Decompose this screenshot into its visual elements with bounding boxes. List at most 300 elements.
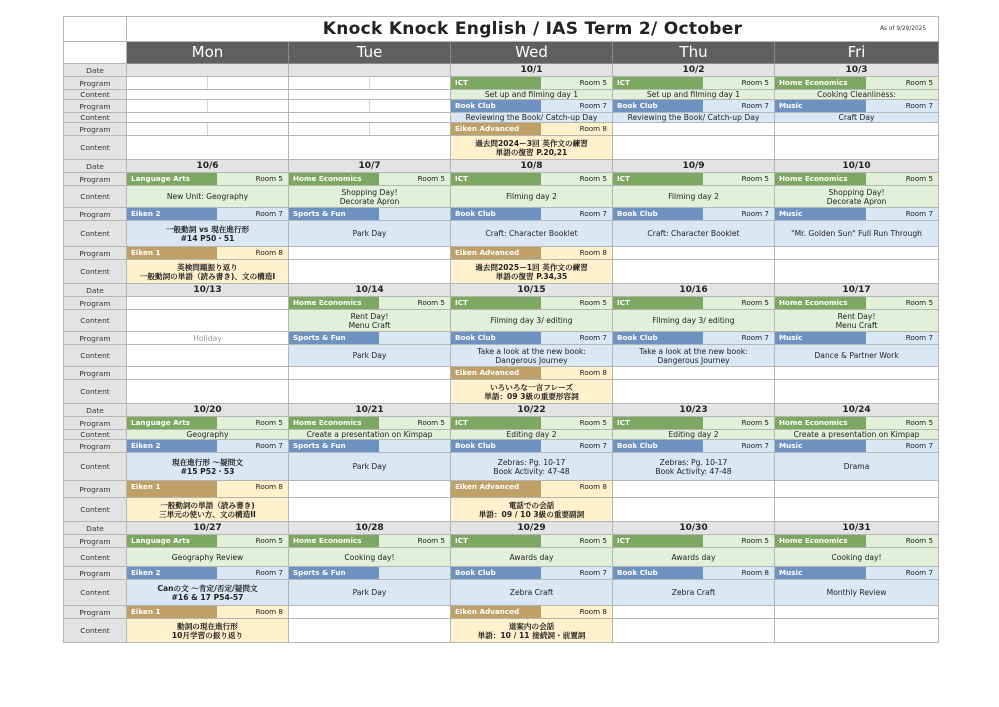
program-name: Music xyxy=(775,208,866,220)
program-cell xyxy=(775,123,939,136)
room-label: Room 7 xyxy=(905,333,934,342)
split-left xyxy=(127,123,208,135)
content-text: Cooking Cleanliness: xyxy=(817,90,896,99)
content-row xyxy=(64,430,939,440)
content-text: Editing day 2 xyxy=(506,430,557,439)
date-cell: 10/27 xyxy=(127,522,289,535)
program-name: Home Economics xyxy=(775,77,866,89)
program-row xyxy=(64,440,939,453)
program-name: Eiken Advanced xyxy=(451,247,541,259)
program-row xyxy=(64,567,939,580)
room-label: Room 7 xyxy=(741,209,769,218)
program-tag xyxy=(451,440,612,452)
content-text: Create a presentation on Kimpap xyxy=(793,430,920,439)
row-label-content: Content xyxy=(64,136,127,160)
program-tag xyxy=(451,417,612,429)
program-tag xyxy=(775,440,938,452)
program-cell xyxy=(127,77,289,90)
content-cell xyxy=(289,453,451,481)
content-text: Craft: Character Booklet xyxy=(485,229,578,238)
content-line: 過去問2025ー1回 英作文の練習 xyxy=(475,262,588,272)
row-label-program: Program xyxy=(64,100,127,113)
content-cell xyxy=(451,498,613,522)
content-line: Decorate Apron xyxy=(826,196,887,206)
content-text: "Mr. Golden Sun" Full Run Through xyxy=(791,229,922,238)
title-bar xyxy=(127,17,939,42)
program-cell xyxy=(613,417,775,430)
program-tag xyxy=(127,606,288,618)
content-text: Cooking day! xyxy=(831,552,882,562)
content-cell xyxy=(775,380,939,404)
content-text: Editing day 2 xyxy=(668,430,719,439)
content-line: Shopping Day! xyxy=(828,187,885,197)
content-cell xyxy=(289,136,451,160)
program-name: Home Economics xyxy=(775,297,866,309)
program-cell xyxy=(613,208,775,221)
content-row xyxy=(64,260,939,284)
program-tag xyxy=(289,173,450,185)
content-cell xyxy=(289,619,451,643)
program-name: Home Economics xyxy=(289,297,379,309)
split-right xyxy=(208,123,288,135)
content-cell xyxy=(613,221,775,247)
content-text: Filming day 2 xyxy=(668,192,719,201)
program-tag xyxy=(289,332,450,344)
row-label-content: Content xyxy=(64,113,127,123)
program-name: Home Economics xyxy=(289,417,379,429)
content-line: Canの文 ～肯定/否定/疑問文 xyxy=(157,583,258,593)
content-cell xyxy=(613,580,775,606)
content-text: Park Day xyxy=(352,588,387,597)
row-label-date: Date xyxy=(64,522,127,535)
content-text: Filming day 3/ editing xyxy=(652,316,735,325)
program-tag xyxy=(613,173,774,185)
row-label-program: Program xyxy=(64,440,127,453)
row-label-date: Date xyxy=(64,284,127,297)
content-line: #14 P50・51 xyxy=(180,233,235,243)
content-text: Awards day xyxy=(509,552,554,562)
room-label: Room 7 xyxy=(741,441,769,450)
program-cell xyxy=(127,297,289,310)
row-label-content: Content xyxy=(64,619,127,643)
program-cell xyxy=(451,247,613,260)
room-label: Room 5 xyxy=(741,174,769,183)
program-tag xyxy=(127,481,288,497)
content-cell xyxy=(451,260,613,284)
date-cell xyxy=(127,64,289,77)
program-cell xyxy=(451,567,613,580)
program-tag xyxy=(613,100,774,112)
content-cell xyxy=(289,345,451,367)
room-label: Room 7 xyxy=(905,568,934,577)
program-row xyxy=(64,367,939,380)
program-name: Music xyxy=(775,100,866,112)
content-line: 単語の復習 P.20,21 xyxy=(495,147,568,157)
empty-split xyxy=(289,77,450,89)
program-cell xyxy=(289,535,451,548)
program-tag xyxy=(451,535,612,547)
schedule-table xyxy=(63,16,939,643)
program-tag xyxy=(451,332,612,344)
program-name: ICT xyxy=(451,77,541,89)
program-cell xyxy=(127,208,289,221)
content-cell xyxy=(775,113,939,123)
content-cell xyxy=(127,430,289,440)
content-line: 一般動詞の単語（読み書き)、文の構造I xyxy=(139,271,276,281)
date-cell: 10/15 xyxy=(451,284,613,297)
row-label-date: Date xyxy=(64,64,127,77)
content-cell xyxy=(451,90,613,100)
room-label: Room 5 xyxy=(905,78,934,87)
program-tag xyxy=(613,297,774,309)
program-name: Eiken 2 xyxy=(127,567,217,579)
room-label: Room 5 xyxy=(417,174,445,183)
program-cell xyxy=(289,100,451,113)
row-label-program: Program xyxy=(64,77,127,90)
content-text: Set up and filming day 1 xyxy=(646,90,741,99)
program-cell xyxy=(451,332,613,345)
split-left xyxy=(289,123,370,135)
program-cell xyxy=(289,417,451,430)
date-cell: 10/6 xyxy=(127,160,289,173)
content-cell xyxy=(613,498,775,522)
content-text: Geography xyxy=(186,430,229,439)
room-label: Room 5 xyxy=(579,298,607,307)
split-right xyxy=(370,77,450,89)
room-label: Room 7 xyxy=(741,101,769,110)
program-tag xyxy=(451,606,612,618)
content-line: Menu Craft xyxy=(348,320,391,330)
program-name: Language Arts xyxy=(127,173,217,185)
content-text: Zebra Craft xyxy=(671,588,716,597)
room-label xyxy=(379,440,450,452)
room-label: Room 5 xyxy=(741,78,769,87)
content-text: Set up and filming day 1 xyxy=(484,90,579,99)
program-cell xyxy=(289,173,451,186)
room-label: Room 8 xyxy=(579,248,607,257)
program-tag xyxy=(613,417,774,429)
schedule-sheet xyxy=(63,16,938,643)
content-line: Book Activity: 47-48 xyxy=(655,466,732,476)
program-row xyxy=(64,173,939,186)
content-line: Book Activity: 47-48 xyxy=(493,466,570,476)
content-cell xyxy=(613,136,775,160)
program-cell xyxy=(289,297,451,310)
content-line: 単語：10 / 11 接続詞・前置詞 xyxy=(477,630,586,640)
content-cell xyxy=(775,548,939,567)
date-cell: 10/1 xyxy=(451,64,613,77)
room-label: Room 7 xyxy=(579,101,607,110)
row-label-program: Program xyxy=(64,173,127,186)
program-cell xyxy=(289,567,451,580)
program-name: Home Economics xyxy=(289,535,379,547)
program-tag xyxy=(289,417,450,429)
program-tag xyxy=(451,481,612,497)
program-name: Eiken Advanced xyxy=(451,367,541,379)
room-label xyxy=(379,332,450,344)
content-cell xyxy=(127,345,289,367)
program-row xyxy=(64,208,939,221)
program-cell xyxy=(613,100,775,113)
room-label: Room 5 xyxy=(741,298,769,307)
program-tag xyxy=(613,77,774,89)
program-name: ICT xyxy=(613,173,703,185)
program-cell xyxy=(127,123,289,136)
program-tag xyxy=(127,535,288,547)
room-label: Room 7 xyxy=(255,441,283,450)
program-tag xyxy=(451,297,612,309)
program-name: ICT xyxy=(613,297,703,309)
content-cell xyxy=(613,548,775,567)
program-tag xyxy=(613,535,774,547)
row-label-program: Program xyxy=(64,332,127,345)
room-label: Room 5 xyxy=(905,536,934,545)
content-cell xyxy=(289,113,451,123)
program-cell xyxy=(289,208,451,221)
program-cell xyxy=(775,567,939,580)
content-cell xyxy=(613,619,775,643)
row-label-content: Content xyxy=(64,548,127,567)
program-name: Book Club xyxy=(613,332,703,344)
row-label-content: Content xyxy=(64,186,127,208)
program-cell xyxy=(451,417,613,430)
content-text: Monthly Review xyxy=(826,588,887,597)
program-tag xyxy=(451,123,612,135)
program-cell xyxy=(451,481,613,498)
program-name: ICT xyxy=(613,535,703,547)
content-text: Awards day xyxy=(671,552,716,562)
content-cell xyxy=(451,619,613,643)
date-cell: 10/31 xyxy=(775,522,939,535)
program-cell xyxy=(451,440,613,453)
content-text: Craft Day xyxy=(838,113,875,122)
content-cell xyxy=(775,498,939,522)
program-name: Language Arts xyxy=(127,535,217,547)
content-cell xyxy=(127,186,289,208)
content-cell xyxy=(775,619,939,643)
program-cell xyxy=(775,208,939,221)
date-cell: 10/13 xyxy=(127,284,289,297)
content-cell xyxy=(127,90,289,100)
program-tag xyxy=(127,440,288,452)
room-label xyxy=(379,567,450,579)
content-text: Dance & Partner Work xyxy=(814,351,899,360)
program-cell xyxy=(775,173,939,186)
program-cell xyxy=(451,77,613,90)
content-line: 単語：09 3級の重要形容詞 xyxy=(484,391,579,401)
program-tag xyxy=(289,208,450,220)
program-row xyxy=(64,606,939,619)
content-line: Dangerous Journey xyxy=(495,355,568,365)
room-label: Room 5 xyxy=(255,536,283,545)
row-label-program: Program xyxy=(64,247,127,260)
content-row xyxy=(64,90,939,100)
program-cell xyxy=(613,332,775,345)
program-cell xyxy=(613,367,775,380)
program-name: Book Club xyxy=(451,100,541,112)
program-name: Music xyxy=(775,440,866,452)
content-line: 一般動詞 vs 現在進行形 xyxy=(165,224,250,234)
content-cell xyxy=(775,310,939,332)
content-cell xyxy=(613,345,775,367)
room-label: Room 7 xyxy=(905,209,934,218)
program-cell xyxy=(289,332,451,345)
program-cell xyxy=(451,123,613,136)
program-name: Home Economics xyxy=(775,417,866,429)
day-header-fri: Fri xyxy=(775,42,939,64)
content-text: Geography Review xyxy=(171,552,244,562)
program-cell xyxy=(289,481,451,498)
content-cell xyxy=(289,260,451,284)
program-name: Home Economics xyxy=(289,173,379,185)
row-label-program: Program xyxy=(64,535,127,548)
content-line: 動詞の現在進行形 xyxy=(177,621,238,631)
date-row xyxy=(64,404,939,417)
program-name: Eiken Advanced xyxy=(451,123,541,135)
split-left xyxy=(127,100,208,112)
row-label-program: Program xyxy=(64,123,127,136)
content-cell xyxy=(775,430,939,440)
day-header-row xyxy=(64,42,939,64)
date-row xyxy=(64,284,939,297)
program-name: Book Club xyxy=(613,208,703,220)
date-row xyxy=(64,522,939,535)
program-cell xyxy=(289,123,451,136)
content-text: Park Day xyxy=(352,351,387,360)
empty-split xyxy=(289,123,450,135)
program-name: Sports & Fun xyxy=(289,440,379,452)
program-cell xyxy=(775,481,939,498)
content-text: Craft: Character Booklet xyxy=(647,229,740,238)
program-name: Sports & Fun xyxy=(289,567,379,579)
date-cell: 10/3 xyxy=(775,64,939,77)
date-cell: 10/9 xyxy=(613,160,775,173)
content-text: Reviewing the Book/ Catch-up Day xyxy=(627,113,760,122)
program-tag xyxy=(775,535,938,547)
room-label: Room 7 xyxy=(255,568,283,577)
program-tag xyxy=(613,440,774,452)
program-cell xyxy=(775,247,939,260)
date-cell xyxy=(289,64,451,77)
program-tag xyxy=(127,247,288,259)
content-line: Shopping Day! xyxy=(341,187,398,197)
day-header-blank xyxy=(64,42,127,64)
program-name: Eiken Advanced xyxy=(451,481,541,497)
content-line: いろいろな一言フレーズ xyxy=(490,382,573,392)
content-cell xyxy=(775,90,939,100)
date-cell: 10/29 xyxy=(451,522,613,535)
content-row xyxy=(64,580,939,606)
corner-blank xyxy=(64,17,127,42)
program-name: Book Club xyxy=(613,440,703,452)
page-title: Knock Knock English / IAS Term 2/ October xyxy=(322,19,743,39)
program-name: Home Economics xyxy=(775,173,866,185)
room-label: Room 8 xyxy=(255,607,283,616)
program-cell xyxy=(127,100,289,113)
date-cell: 10/7 xyxy=(289,160,451,173)
content-cell xyxy=(613,310,775,332)
program-cell xyxy=(289,77,451,90)
content-text: Filming day 2 xyxy=(506,192,557,201)
program-tag xyxy=(451,208,612,220)
room-label: Room 7 xyxy=(579,209,607,218)
content-cell xyxy=(127,136,289,160)
program-cell xyxy=(775,77,939,90)
content-cell xyxy=(127,548,289,567)
split-right xyxy=(208,77,288,89)
split-right xyxy=(208,100,288,112)
empty-split xyxy=(127,77,288,89)
content-cell xyxy=(451,310,613,332)
program-name: Book Club xyxy=(451,332,541,344)
content-line: Zebras: Pg. 10-17 xyxy=(497,457,566,467)
content-cell xyxy=(289,580,451,606)
content-line: 電話での会話 xyxy=(508,500,555,510)
program-cell xyxy=(451,535,613,548)
empty-split xyxy=(127,100,288,112)
split-left xyxy=(289,100,370,112)
program-cell xyxy=(775,100,939,113)
content-cell xyxy=(127,310,289,332)
content-cell xyxy=(289,430,451,440)
row-label-content: Content xyxy=(64,221,127,247)
program-tag xyxy=(451,100,612,112)
room-label: Room 5 xyxy=(417,418,445,427)
row-label-content: Content xyxy=(64,260,127,284)
split-left xyxy=(127,77,208,89)
program-tag xyxy=(451,77,612,89)
program-tag xyxy=(127,417,288,429)
program-name: Book Club xyxy=(451,440,541,452)
content-text: Park Day xyxy=(352,462,387,471)
content-line: #15 P52・53 xyxy=(180,466,235,476)
content-line: 三単元の使い方、文の構造II xyxy=(159,509,256,519)
content-line: #16 & 17 P54-57 xyxy=(171,592,244,602)
day-header-mon: Mon xyxy=(127,42,289,64)
program-cell xyxy=(451,173,613,186)
row-label-program: Program xyxy=(64,208,127,221)
program-cell xyxy=(613,535,775,548)
program-tag xyxy=(613,208,774,220)
as-of-date: As of 9/29/2025 xyxy=(880,26,927,32)
room-label: Room 5 xyxy=(741,418,769,427)
program-cell xyxy=(127,481,289,498)
room-label: Room 8 xyxy=(579,368,607,377)
room-label: Room 5 xyxy=(417,536,445,545)
content-text: Cooking day! xyxy=(344,552,395,562)
content-line: 単語：09 / 10 3級の重要副詞 xyxy=(478,509,585,519)
program-cell xyxy=(127,535,289,548)
room-label: Room 7 xyxy=(579,441,607,450)
program-name: ICT xyxy=(613,77,703,89)
program-cell xyxy=(127,567,289,580)
program-row xyxy=(64,123,939,136)
split-right xyxy=(370,100,450,112)
program-tag xyxy=(775,208,938,220)
room-label: Room 5 xyxy=(579,418,607,427)
room-label: Room 5 xyxy=(905,418,934,427)
program-name: Eiken Advanced xyxy=(451,606,541,618)
room-label: Room 7 xyxy=(255,209,283,218)
date-cell: 10/17 xyxy=(775,284,939,297)
program-cell xyxy=(289,367,451,380)
content-cell xyxy=(451,221,613,247)
day-header-wed: Wed xyxy=(451,42,613,64)
content-cell xyxy=(775,580,939,606)
content-cell xyxy=(127,619,289,643)
program-name: Home Economics xyxy=(775,535,866,547)
program-row xyxy=(64,100,939,113)
